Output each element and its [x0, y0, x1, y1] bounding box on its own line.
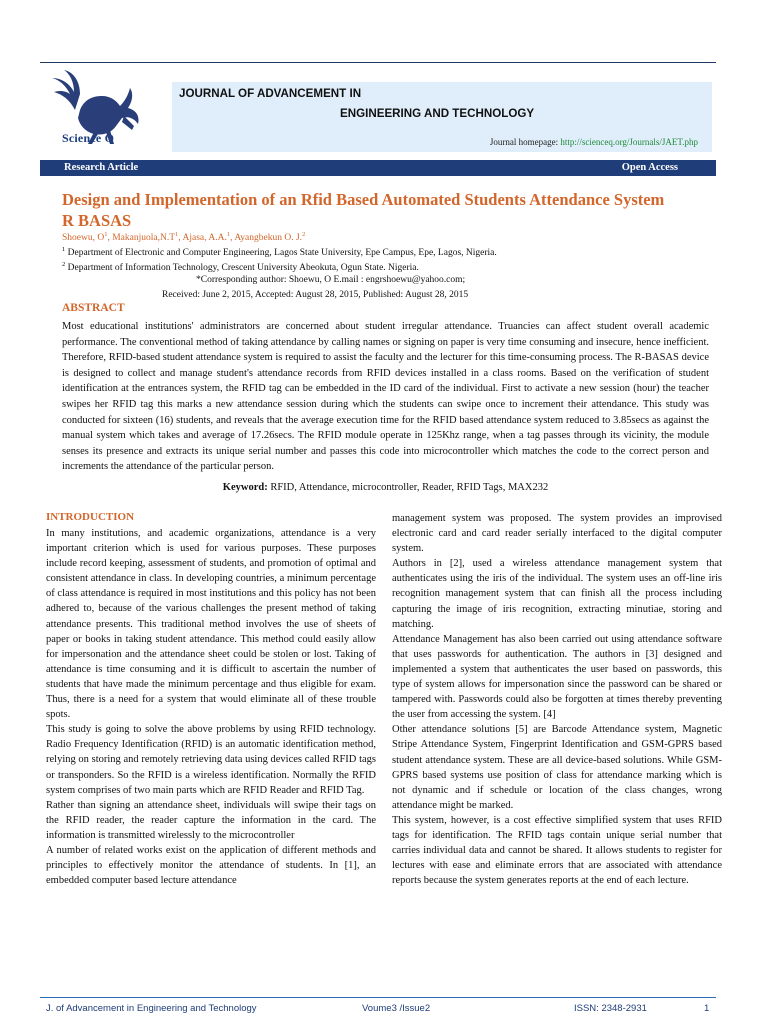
author-2-sup: 1 [175, 231, 179, 238]
introduction-heading: INTRODUCTION [46, 511, 135, 523]
author-1-sup: 1 [104, 231, 108, 238]
author-2: , Makanjuola,N.T [107, 233, 176, 244]
footer-page-number: 1 [704, 1003, 710, 1014]
author-4-sup: 2 [302, 231, 306, 238]
footer-volume: Voume3 /Issue2 [362, 1003, 431, 1014]
author-list [62, 231, 305, 243]
affiliation-2-sup: 2 [62, 261, 66, 268]
left-paragraph: A number of related works exist on the application of different methods and principles to effectively monitor the attendance of students. In [1], an embedded computer based lecture attendance [46, 844, 376, 887]
header-rule [40, 62, 716, 63]
author-3-sup: 1 [226, 231, 231, 238]
abstract-heading: ABSTRACT [62, 302, 125, 314]
right-paragraph: Attendance Management has also been carried out using attendance software that uses passwords for authentication. The authors in [3] designed and implemented a system that authenticates the user based on passwords, this type of system allows for impersonation since the password can be shared or tampered with. Passwords could also be forgotten at times thereby preventing the user from accessing the system. [4] [392, 633, 722, 721]
journal-title-line2: ENGINEERING AND TECHNOLOGY [340, 107, 535, 120]
research-article-label: Research Article [64, 162, 139, 173]
right-paragraph: Authors in [2], used a wireless attendance management system that authenticates using the iris of the individual. The system uses an off-line iris recognition management system that can finish all the process including capturing the image of iris recognition, extracting minutiae, storing and matching. [392, 558, 722, 630]
right-paragraph: management system was proposed. The system provides an improvised electronic card and card reader serially interfaced to the digital computer system. [392, 513, 722, 555]
left-paragraph: Rather than signing an attendance sheet, individuals will swipe their tags on the RFID reader, the reader capture the information in the card. The information is transmitted wirelessly to the microcontroller [46, 799, 376, 841]
keyword-label: Keyword: [222, 482, 268, 493]
open-access-label: Open Access [621, 162, 678, 173]
author-4: , Ayangbekun O. J. [230, 233, 303, 244]
right-paragraph: This system, however, is a cost effective simplified system that uses RFID tags for identification. The RFID tags contain unique serial number that carries individual data and cannot be shared. It allows students to register for lectures with ease and eliminate errors that are associated with attendance reports because the system generates reports at the end of each lecture. [392, 814, 722, 887]
title-line-1: Design and Implementation of an Rfid Based Automated Students Attendance System [62, 190, 665, 209]
affiliation-1-sup: 1 [62, 246, 66, 253]
affiliation-2 [62, 261, 419, 273]
left-paragraph: This study is going to solve the above problems by using RFID technology. Radio Frequency Identification (RFID) is an automatic identification method, relying on storing and remotely retrieving data using devices called RFID tags or transponders. So the RFID is a wireless identification. Normally the RFID system comprises of two main parts which are RFID Reader and RFID Tag. [46, 724, 376, 796]
homepage-link[interactable]: http://scienceq.org/Journals/JAET.php [560, 137, 698, 147]
abstract-text: Most educational institutions' administrators are concerned about student irregular attendance. Truancies can affect student overall academic performance. The conventional method of taking attendance by calling names or signing on paper is very time consuming and insecure, hence inefficient. Therefore, RFID-based student attendance system is required to assist the faculty and the lecturer for this time-consuming process. The R-BASAS device is designed to collect and manage student's attendance records from RFID devices installed in a class rooms. Based on the verification of student identification at the entrances system, the RFID tag can be embedded in the ID card of the individual. First to activate a new session (hour) the teacher swipes her RFID tag this marks a new attendance session during which the students can swipe once to increment their attendance. This study was conducted for sixteen (16) students, and reveals that the average execution time for the RFID based attendance system reduced to 3.85secs as against the manual system which takes and average of 17.26secs. The RFID module operate in 125Khz range, when a tag passes through its vicinity, the module senses its presence and extracts its unique serial number and passes this code into microcontroller which matches the code to the correct person and increments the attendance of the particular person. [62, 321, 709, 473]
article-dates: Received: June 2, 2015, Accepted: August 28, 2015, Published: August 28, 2015 [162, 290, 469, 300]
paper-title [62, 189, 722, 231]
left-paragraph: In many institutions, and academic organizations, attendance is a very important criterion which is used for various purposes. These purposes include record keeping, assessment of students, and promotion of optimal and consistent attendance in class. In developing countries, a minimum percentage of class attendance is required in most institutions and this policy has not been adhered to, because of the various challenges the present method of taking attendance presents. This traditional method involves the use of sheets of paper or books in taking student attendance. This method could easily allow for impersonation and the attendance sheet could be stolen or lost. Taking of attendance is time consuming and it is difficult to ascertain the number of students that have made the minimum percentage and thus eligible for exam. Thus, there is a need for a system that would eliminate all of these trouble spots. [46, 528, 376, 721]
corresponding-author: *Corresponding author: Shoewu, O E.mail : engrshoewu@yahoo.com; [196, 275, 466, 285]
logo-wordmark: Science Q [62, 131, 115, 145]
author-1: Shoewu, O [62, 233, 105, 244]
homepage-label: Journal homepage: [489, 137, 561, 147]
journal-homepage [490, 137, 698, 147]
keyword-list: RFID, Attendance, microcontroller, Reader, RFID Tags, MAX232 [267, 482, 549, 493]
right-column [392, 511, 722, 888]
left-column [46, 526, 376, 888]
affiliation-1 [62, 246, 497, 258]
article-type-band [40, 160, 716, 176]
affiliation-1-text: Department of Electronic and Computer Engineering, Lagos State University, Epe Campus, Epe, Lagos, Nigeria. [65, 248, 497, 259]
keywords-line [62, 482, 709, 493]
footer-rule [40, 997, 716, 998]
journal-title-line1: JOURNAL OF ADVANCEMENT IN [179, 87, 362, 100]
footer-issn: ISSN: 2348-2931 [574, 1003, 647, 1014]
footer-journal: J. of Advancement in Engineering and Technology [46, 1003, 257, 1014]
author-3: , Ajasa, A.A. [178, 233, 227, 244]
title-line-2: R BASAS [62, 211, 132, 230]
affiliation-2-text: Department of Information Technology, Crescent University Abeokuta, Ogun State. Nigeria. [65, 263, 419, 274]
right-paragraph: Other attendance solutions [5] are Barcode Attendance system, Magnetic Stripe Attendance System, Fingerprint Identification and GSM-GPRS based student attendance system. These are all device-based solutions. While GSM-GPRS based systems use position of class for attendance marking which is not dynamic and if schedule or location of the class changes, wrong attendance might be marked. [392, 724, 722, 811]
